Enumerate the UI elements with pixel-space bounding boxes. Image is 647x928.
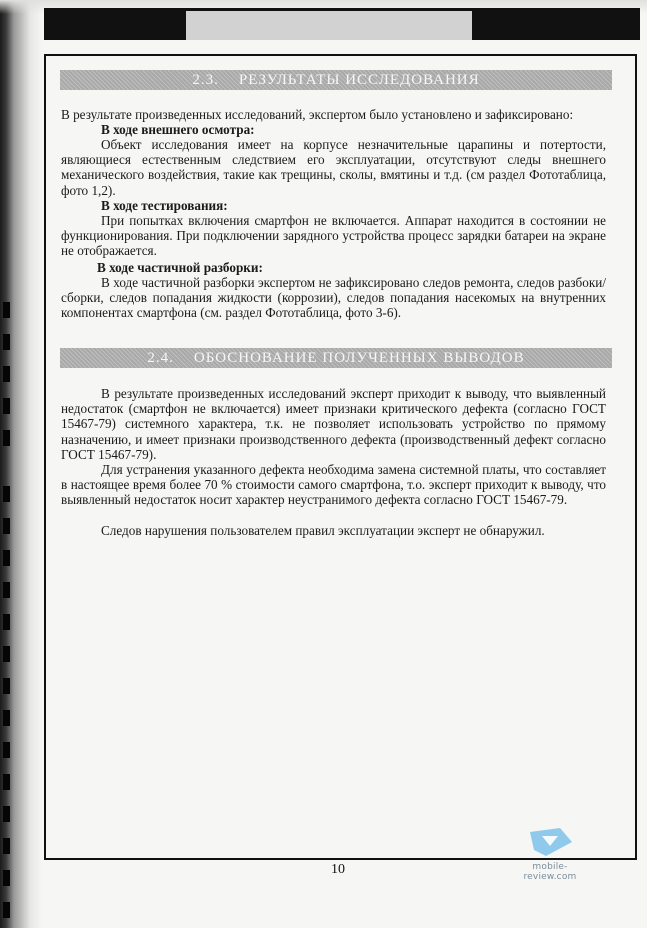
binding-holes [0,0,14,928]
results-intro: В результате произведенных исследований, экспертом было установлено и зафиксировано: [61,107,574,122]
external-inspection-heading: В ходе внешнего осмотра: [101,122,255,137]
page-number: 10 [331,862,345,877]
section-title: РЕЗУЛЬТАТЫ ИССЛЕДОВАНИЯ [238,72,480,88]
conclusion-paragraph-2: Для устранения указанного дефекта необходима замена системной платы, что составляет в настоящее время более 70 % стоимости самого смартфона, т.о. эксперт приходит к выводу, что выявленный недостаток носит характер неустранимого дефекта согласно ГОСТ 15467-79. [61,462,606,508]
section-number: 2.3. [192,72,219,88]
disassembly-text: В ходе частичной разборки экспертом не зафиксировано следов ремонта, следов разбоки/сборки, следов попадания жидкости (коррозии), следов попадания насекомых на внутренних компонентах смартфона (см. раздел Фототаблица, фото 3-6). [61,275,606,321]
conclusion-paragraph-1: В результате произведенных исследований эксперт приходит к выводу, что выявленный недостаток (смартфон не включается) имеет признаки критического дефекта (согласно ГОСТ 15467-79) системного характера, т.к. не позволяет использовать устройство по прямому назначению, и имеет признаки производственного дефекта (производственный дефект согласно ГОСТ 15467-79). [61,386,606,462]
section-header-conclusions [60,348,612,368]
disassembly-heading: В ходе частичной разборки: [97,260,263,275]
section-number: 2.4. [147,350,174,366]
section-title: ОБОСНОВАНИЕ ПОЛУЧЕННЫХ ВЫВОДОВ [193,350,525,366]
watermark-text: mobile-review.com [523,862,577,882]
conclusion-paragraph-3: Следов нарушения пользователем правил эксплуатации эксперт не обнаружил. [101,523,545,538]
page-header-title-box [186,11,472,40]
testing-text: При попытках включения смартфон не включается. Аппарат находится в состоянии не функционирования. При подключении зарядного устройства процесс зарядки батареи на экране не отображается. [61,213,606,259]
testing-heading: В ходе тестирования: [101,198,228,213]
mobile-review-logo-icon [520,826,578,858]
section-header-results [60,70,612,90]
external-inspection-text: Объект исследования имеет на корпусе незначительные царапины и потертости, являющиеся естественным следствием его эксплуатации, отсутствуют следы внешнего механического воздействия, такие как трещины, сколы, вмятины и т.д. (см раздел Фототаблица, фото 1,2). [61,137,606,198]
